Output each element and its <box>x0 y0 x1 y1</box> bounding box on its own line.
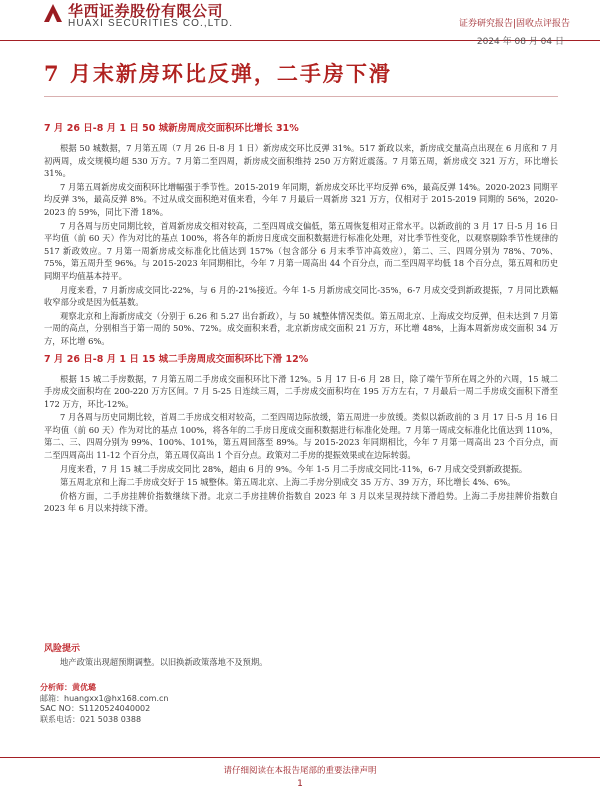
paragraph: 第五周北京和上海二手房成交好于 15 城整体。第五周北京、上海二手房分别成交 35 万方、39 万方，环比增长 4%、6%。 <box>60 477 516 488</box>
footer-divider <box>0 757 600 758</box>
analyst-info <box>40 683 168 725</box>
huaxi-logo-icon <box>42 2 64 24</box>
analyst-email: 邮箱：huangxx1@hx168.com.cn <box>40 693 169 703</box>
section-heading-new-homes: 7 月 26 日-8 月 1 日 50 城新房周成交面积环比增长 31% <box>44 123 299 134</box>
title-divider <box>44 96 558 97</box>
report-date: 2024 年 08 月 04 日 <box>476 37 564 47</box>
report-title: 7 月末新房环比反弹，二手房下滑 <box>44 61 392 86</box>
paragraph: 价格方面，二手房挂牌价指数继续下滑。北京二手房挂牌价指数自 2023 年 3 月以来呈现持续下滑趋势。上海二手房挂牌价指数自 2023 年 6 月以来持续下滑。 <box>44 490 558 514</box>
report-type-label: 证券研究报告|固收点评报告 <box>458 19 570 29</box>
analyst-name: 分析师：黄优璐 <box>40 683 96 692</box>
risk-warning-text: 地产政策出现超预期调整。以旧换新政策落地不及预期。 <box>60 657 268 667</box>
paragraph: 根据 15 城二手房数据，7 月第五周二手房成交面积环比下滑 12%。5 月 17 日-6 月 28 日，除了端午节所在周之外的六周，15 城二手房成交面积均在 200-220 万方区间。7 月 5-25 日连续三周，二手房成交面积均在 195 万方左右，7 月最后一周二手房成交面积下滑至 172 万方，环比-12%。 <box>44 373 558 409</box>
company-name-en: HUAXI SECURITIES CO.,LTD. <box>68 18 234 29</box>
legal-disclaimer: 请仔细阅读在本报告尾部的重要法律声明 <box>223 766 377 776</box>
analyst-sac: SAC NO：S1120524040002 <box>40 704 151 713</box>
risk-warning-title: 风险提示 <box>44 644 81 654</box>
paragraph: 月度来看，7 月新房成交同比-22%，与 6 月的-21%接近。今年 1-5 月新房成交同比-35%，6-7 月成交受到新政提振，7 月同比跌幅收窄部分或是因为低基数。 <box>44 284 558 308</box>
paragraph: 7 月各周与历史同期比较，首周新房成交相对较高，二至四周成交偏低，第五周恢复相对正常水平。以新政前的 3 月 17 日-5 月 16 日平均值（前 60 天）作为对比的基点 100%，将各年的新房日度成交面积数据进行标准化处理，对比季节性变化，以观察剔除季节性规律的 517 新政效应。7 月第一周新房成交标准化比值达到 157%（包含部分 6 月末季节冲高效应），第二、三、四周分别为 78%、70%、75%，第五周升至 96%。与 2015-2023 年同期相比，今年 7 月第一周高出 44 个百分点，而二至四周平均低 18 个百分点，第五周和历史同期平均值基本持平。 <box>44 220 558 281</box>
paragraph: 7 月第五周新房成交面积环比增幅强于季节性。2015-2019 年同期，新房成交环比平均反弹 6%，最高反弹 14%。2020-2023 同期平均反弹 3%，最高反弹 8%。不过从成交面积绝对值来看，今年 7 月最后一周新房 321 万方，仅相对于 2015-2019 同期的 56%，2020-2023 的 59%，同比下滑 18%。 <box>44 181 558 217</box>
report-body <box>44 122 558 516</box>
analyst-phone: 联系电话：021 5038 0388 <box>40 714 142 724</box>
company-name-cn: 华西证券股份有限公司 <box>68 2 224 20</box>
page-number: 1 <box>297 779 303 789</box>
paragraph: 7 月各周与历史同期比较，首周二手房成交相对较高，二至四周边际放缓，第五周进一步放缓。类似以新政前的 3 月 17 日-5 月 16 日平均值（前 60 天）作为对比的基点 100%，将各年的二手房日度成交面积数据进行标准化处理。7 月第一周成交标准化比值达到 110%，第二、三、四周分别为 99%、100%、101%，第五周回落至 89%。与 2015-2023 年同期相比，今年 7 月第一周高出 23 个百分点，而二至四周高出 11-12 个百分点，第五周仅高出 1 个百分点。政策对二手房的提振效果或在边际转弱。 <box>44 412 558 461</box>
paragraph: 月度来看，7 月 15 城二手房成交同比 28%，超由 6 月的 9%。今年 1-5 月二手房成交同比-11%，6-7 月成交受到新政提振。 <box>60 463 528 474</box>
section-heading-second-hand: 7 月 26 日-8 月 1 日 15 城二手房周成交面积环比下滑 12% <box>44 353 309 365</box>
paragraph: 根据 50 城数据，7 月第五周（7 月 26 日-8 月 1 日）新房成交环比反弹 31%。517 新政以来，新房成交量高点出现在 6 月底和 7 月初两周，成交规模均超 530 万方。7 月第二至四周，新房成交面积维持 250 万方附近震荡。7 月第五周，新房成交 321 万方，环比增长 31%。 <box>44 143 558 179</box>
paragraph: 观察北京和上海新房成交（分别于 6.26 和 5.27 出台新政），与 50 城整体情况类似。第五周北京、上海成交均反弹，但未达到 7 月第一周的高点，分别相当于第一周的 50%、72%。成交面积来看，北京新房成交面积 21 万方，环比增 48%，上海本周新房成交面积 34 万方，环比增 6%。 <box>44 310 558 346</box>
